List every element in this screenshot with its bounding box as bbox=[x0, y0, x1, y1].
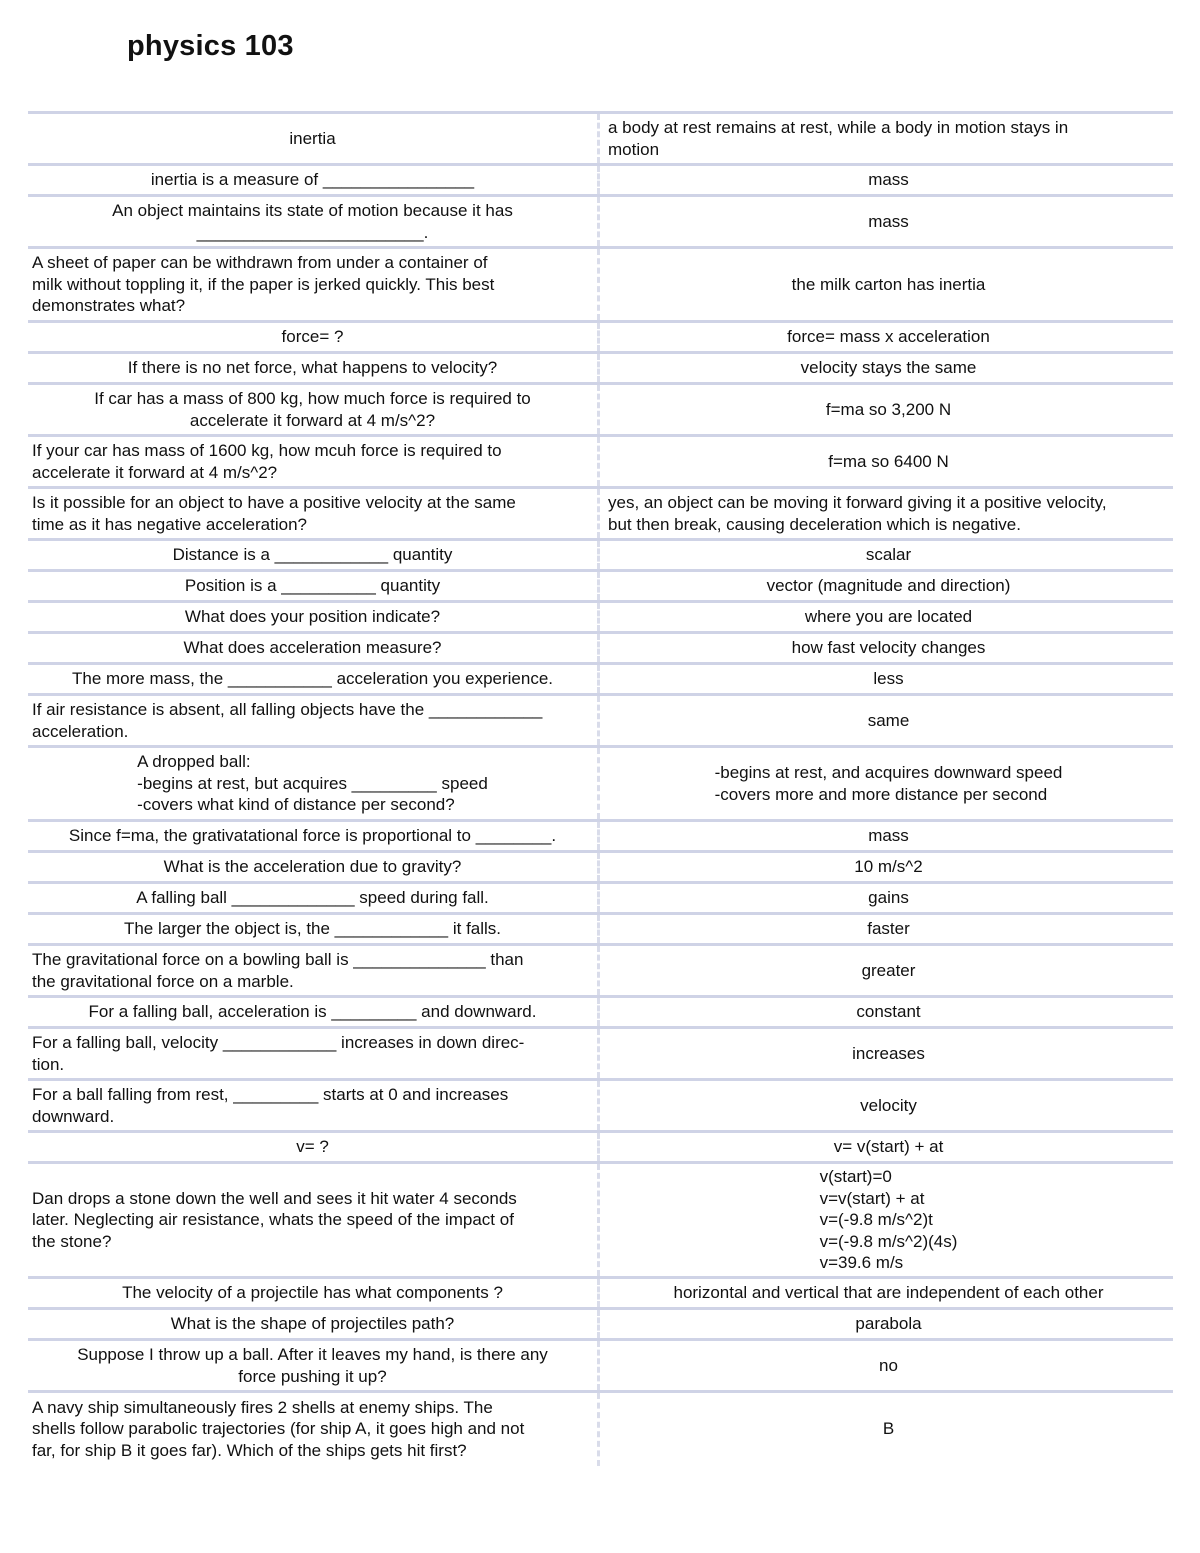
flashcard-term bbox=[28, 353, 599, 384]
flashcard-term bbox=[28, 1132, 599, 1163]
flashcard-definition bbox=[599, 1132, 1174, 1163]
flashcard-row bbox=[28, 353, 1173, 384]
flashcard-row bbox=[28, 113, 1173, 165]
flashcard-row bbox=[28, 1163, 1173, 1278]
term-text: A dropped ball: -begins at rest, but acquires _________ speed -covers what kind of distance per second? bbox=[137, 752, 488, 815]
flashcard-row bbox=[28, 540, 1173, 571]
definition-text: less bbox=[873, 669, 904, 689]
flashcard-row bbox=[28, 1080, 1173, 1132]
flashcard-term bbox=[28, 248, 599, 322]
flashcard-row bbox=[28, 852, 1173, 883]
flashcard-row bbox=[28, 1278, 1173, 1309]
flashcard-term bbox=[28, 436, 599, 488]
flashcard-definition bbox=[599, 571, 1174, 602]
flashcard-definition bbox=[599, 945, 1174, 997]
term-text: What is the acceleration due to gravity? bbox=[163, 857, 462, 877]
term-text: The larger the object is, the ____________ it falls. bbox=[123, 919, 502, 939]
flashcard-term bbox=[28, 852, 599, 883]
definition-text: parabola bbox=[855, 1314, 922, 1334]
flashcard-term bbox=[28, 571, 599, 602]
flashcard-term bbox=[28, 602, 599, 633]
flashcard-definition bbox=[599, 1080, 1174, 1132]
flashcard-definition bbox=[599, 1028, 1174, 1080]
definition-text: no bbox=[879, 1355, 898, 1375]
flashcard-row bbox=[28, 633, 1173, 664]
definition-text: how fast velocity changes bbox=[791, 638, 986, 658]
definition-text: gains bbox=[868, 888, 909, 908]
flashcard-definition bbox=[599, 113, 1174, 165]
flashcard-row bbox=[28, 945, 1173, 997]
definition-text: velocity stays the same bbox=[800, 358, 977, 378]
flashcard-term bbox=[28, 1340, 599, 1392]
flashcard-definition bbox=[599, 1392, 1174, 1466]
definition-text: same bbox=[867, 710, 910, 730]
term-text: inertia is a measure of ________________ bbox=[150, 170, 475, 190]
definition-text: increases bbox=[852, 1043, 925, 1063]
flashcard-definition bbox=[599, 747, 1174, 821]
flashcard-row bbox=[28, 602, 1173, 633]
flashcard-definition bbox=[599, 1163, 1174, 1278]
term-text: A falling ball _____________ speed during fall. bbox=[136, 888, 489, 908]
flashcard-definition bbox=[599, 914, 1174, 945]
flashcard-row bbox=[28, 997, 1173, 1028]
definition-text: horizontal and vertical that are independent of each other bbox=[673, 1283, 1104, 1303]
term-text: Position is a __________ quantity bbox=[184, 576, 441, 596]
term-text: An object maintains its state of motion because it has ________________________. bbox=[112, 200, 513, 242]
definition-text: f=ma so 3,200 N bbox=[825, 399, 952, 419]
flashcard-term bbox=[28, 1080, 599, 1132]
flashcard-row bbox=[28, 914, 1173, 945]
flashcard-row bbox=[28, 1028, 1173, 1080]
definition-text: B bbox=[882, 1419, 895, 1439]
flashcard-row bbox=[28, 821, 1173, 852]
flashcard-definition bbox=[599, 436, 1174, 488]
flashcard-row bbox=[28, 747, 1173, 821]
flashcard-definition bbox=[599, 852, 1174, 883]
term-text: If car has a mass of 800 kg, how much force is required to accelerate it forward at 4 m/s^2? bbox=[94, 388, 531, 430]
term-text: What is the shape of projectiles path? bbox=[170, 1314, 455, 1334]
flashcard-row bbox=[28, 436, 1173, 488]
term-text: For a falling ball, velocity ____________ increases in down direc- tion. bbox=[32, 1032, 525, 1074]
flashcard-definition bbox=[599, 821, 1174, 852]
flashcard-row bbox=[28, 664, 1173, 695]
definition-text: 10 m/s^2 bbox=[854, 857, 923, 877]
flashcard-definition bbox=[599, 248, 1174, 322]
flashcard-term bbox=[28, 488, 599, 540]
flashcard-definition bbox=[599, 165, 1174, 196]
flashcard-term bbox=[28, 883, 599, 914]
term-text: If air resistance is absent, all falling objects have the ____________ acceleration. bbox=[32, 699, 543, 741]
term-text: Dan drops a stone down the well and sees it hit water 4 seconds later. Neglecting air resistance, whats the speed of the impact of the stone? bbox=[32, 1188, 517, 1251]
definition-text: velocity bbox=[860, 1095, 917, 1115]
definition-text: where you are located bbox=[804, 607, 973, 627]
flashcard-term bbox=[28, 914, 599, 945]
flashcard-term bbox=[28, 165, 599, 196]
flashcard-term bbox=[28, 384, 599, 436]
flashcard-term bbox=[28, 322, 599, 353]
flashcard-definition bbox=[599, 633, 1174, 664]
flashcard-term bbox=[28, 196, 599, 248]
term-text: The gravitational force on a bowling ball is ______________ than the gravitational force on a marble. bbox=[32, 949, 524, 991]
flashcard-definition bbox=[599, 883, 1174, 914]
flashcard-term bbox=[28, 695, 599, 747]
flashcard-row bbox=[28, 1132, 1173, 1163]
flashcard-term bbox=[28, 997, 599, 1028]
term-text: Is it possible for an object to have a positive velocity at the same time as it has negative acceleration? bbox=[32, 492, 516, 534]
term-text: If there is no net force, what happens to velocity? bbox=[127, 358, 498, 378]
definition-text: mass bbox=[868, 211, 909, 231]
term-text: v= ? bbox=[296, 1137, 329, 1157]
definition-text: mass bbox=[868, 826, 909, 846]
term-text: What does your position indicate? bbox=[184, 607, 441, 627]
term-text: Since f=ma, the grativatational force is proportional to ________. bbox=[68, 826, 557, 846]
definition-text: mass bbox=[868, 170, 909, 190]
flashcard-term bbox=[28, 633, 599, 664]
flashcard-row bbox=[28, 488, 1173, 540]
definition-text: yes, an object can be moving it forward giving it a positive velocity, but then break, causing deceleration which is negative. bbox=[608, 492, 1107, 534]
flashcard-term bbox=[28, 1278, 599, 1309]
flashcard-definition bbox=[599, 322, 1174, 353]
definition-text: constant bbox=[856, 1002, 921, 1022]
definition-text: scalar bbox=[865, 545, 912, 565]
flashcard-term bbox=[28, 664, 599, 695]
flashcard-row bbox=[28, 1340, 1173, 1392]
flashcard-term bbox=[28, 1163, 599, 1278]
term-text: A navy ship simultaneously fires 2 shells at enemy ships. The shells follow parabolic trajectories (for ship A, it goes high and not far, for ship B it goes far). Which of the ships gets hit first? bbox=[32, 1397, 525, 1461]
flashcard-definition bbox=[599, 664, 1174, 695]
definition-text: the milk carton has inertia bbox=[791, 274, 986, 294]
flashcard-definition bbox=[599, 1340, 1174, 1392]
term-text: force= ? bbox=[281, 327, 344, 347]
term-text: The velocity of a projectile has what components ? bbox=[122, 1283, 503, 1303]
flashcard-term bbox=[28, 945, 599, 997]
term-text: A sheet of paper can be withdrawn from under a container of milk without toppling it, if the paper is jerked quickly. This best demonstrates what? bbox=[32, 253, 495, 316]
flashcard-row bbox=[28, 571, 1173, 602]
flashcard-definition bbox=[599, 997, 1174, 1028]
term-text: Suppose I throw up a ball. After it leaves my hand, is there any force pushing it up? bbox=[77, 1344, 548, 1386]
flashcard-definition bbox=[599, 353, 1174, 384]
flashcard-definition bbox=[599, 1278, 1174, 1309]
flashcard-row bbox=[28, 248, 1173, 322]
flashcard-definition bbox=[599, 695, 1174, 747]
term-text: Distance is a ____________ quantity bbox=[172, 545, 453, 565]
definition-text: v(start)=0 v=v(start) + at v=(-9.8 m/s^2)t v=(-9.8 m/s^2)(4s) v=39.6 m/s bbox=[819, 1167, 958, 1273]
definition-text: v= v(start) + at bbox=[833, 1137, 944, 1157]
flashcard-row bbox=[28, 165, 1173, 196]
flashcard-definition bbox=[599, 540, 1174, 571]
flashcard-term bbox=[28, 1392, 599, 1466]
flashcard-row bbox=[28, 322, 1173, 353]
flashcard-term bbox=[28, 747, 599, 821]
flashcard-definition bbox=[599, 488, 1174, 540]
definition-text: vector (magnitude and direction) bbox=[766, 576, 1011, 596]
definition-text: faster bbox=[867, 919, 910, 939]
flashcard-term bbox=[28, 113, 599, 165]
flashcard-definition bbox=[599, 602, 1174, 633]
flashcard-term bbox=[28, 540, 599, 571]
flashcard-table bbox=[28, 111, 1173, 1466]
flashcard-term bbox=[28, 1309, 599, 1340]
flashcard-row bbox=[28, 1392, 1173, 1466]
definition-text: f=ma so 6400 N bbox=[828, 451, 949, 471]
definition-text: greater bbox=[861, 960, 916, 980]
definition-text: a body at rest remains at rest, while a body in motion stays in motion bbox=[608, 117, 1069, 159]
term-text: For a falling ball, acceleration is _________ and downward. bbox=[88, 1002, 537, 1022]
term-text: What does acceleration measure? bbox=[183, 638, 442, 658]
term-text: The more mass, the ___________ acceleration you experience. bbox=[71, 669, 554, 689]
definition-text: -begins at rest, and acquires downward speed -covers more and more distance per second bbox=[714, 762, 1063, 804]
flashcard-list bbox=[28, 113, 1173, 1466]
flashcard-definition bbox=[599, 384, 1174, 436]
flashcard-row bbox=[28, 196, 1173, 248]
flashcard-row bbox=[28, 883, 1173, 914]
flashcard-definition bbox=[599, 196, 1174, 248]
term-text: inertia bbox=[289, 128, 336, 148]
flashcard-row bbox=[28, 1309, 1173, 1340]
definition-text: force= mass x acceleration bbox=[787, 327, 990, 347]
flashcard-definition bbox=[599, 1309, 1174, 1340]
flashcard-row bbox=[28, 695, 1173, 747]
page-title: physics 103 bbox=[127, 30, 294, 62]
flashcard-row bbox=[28, 384, 1173, 436]
flashcard-term bbox=[28, 1028, 599, 1080]
flashcard-term bbox=[28, 821, 599, 852]
term-text: For a ball falling from rest, _________ starts at 0 and increases downward. bbox=[32, 1084, 509, 1126]
term-text: If your car has mass of 1600 kg, how mcuh force is required to accelerate it forward at 4 m/s^2? bbox=[32, 440, 502, 482]
